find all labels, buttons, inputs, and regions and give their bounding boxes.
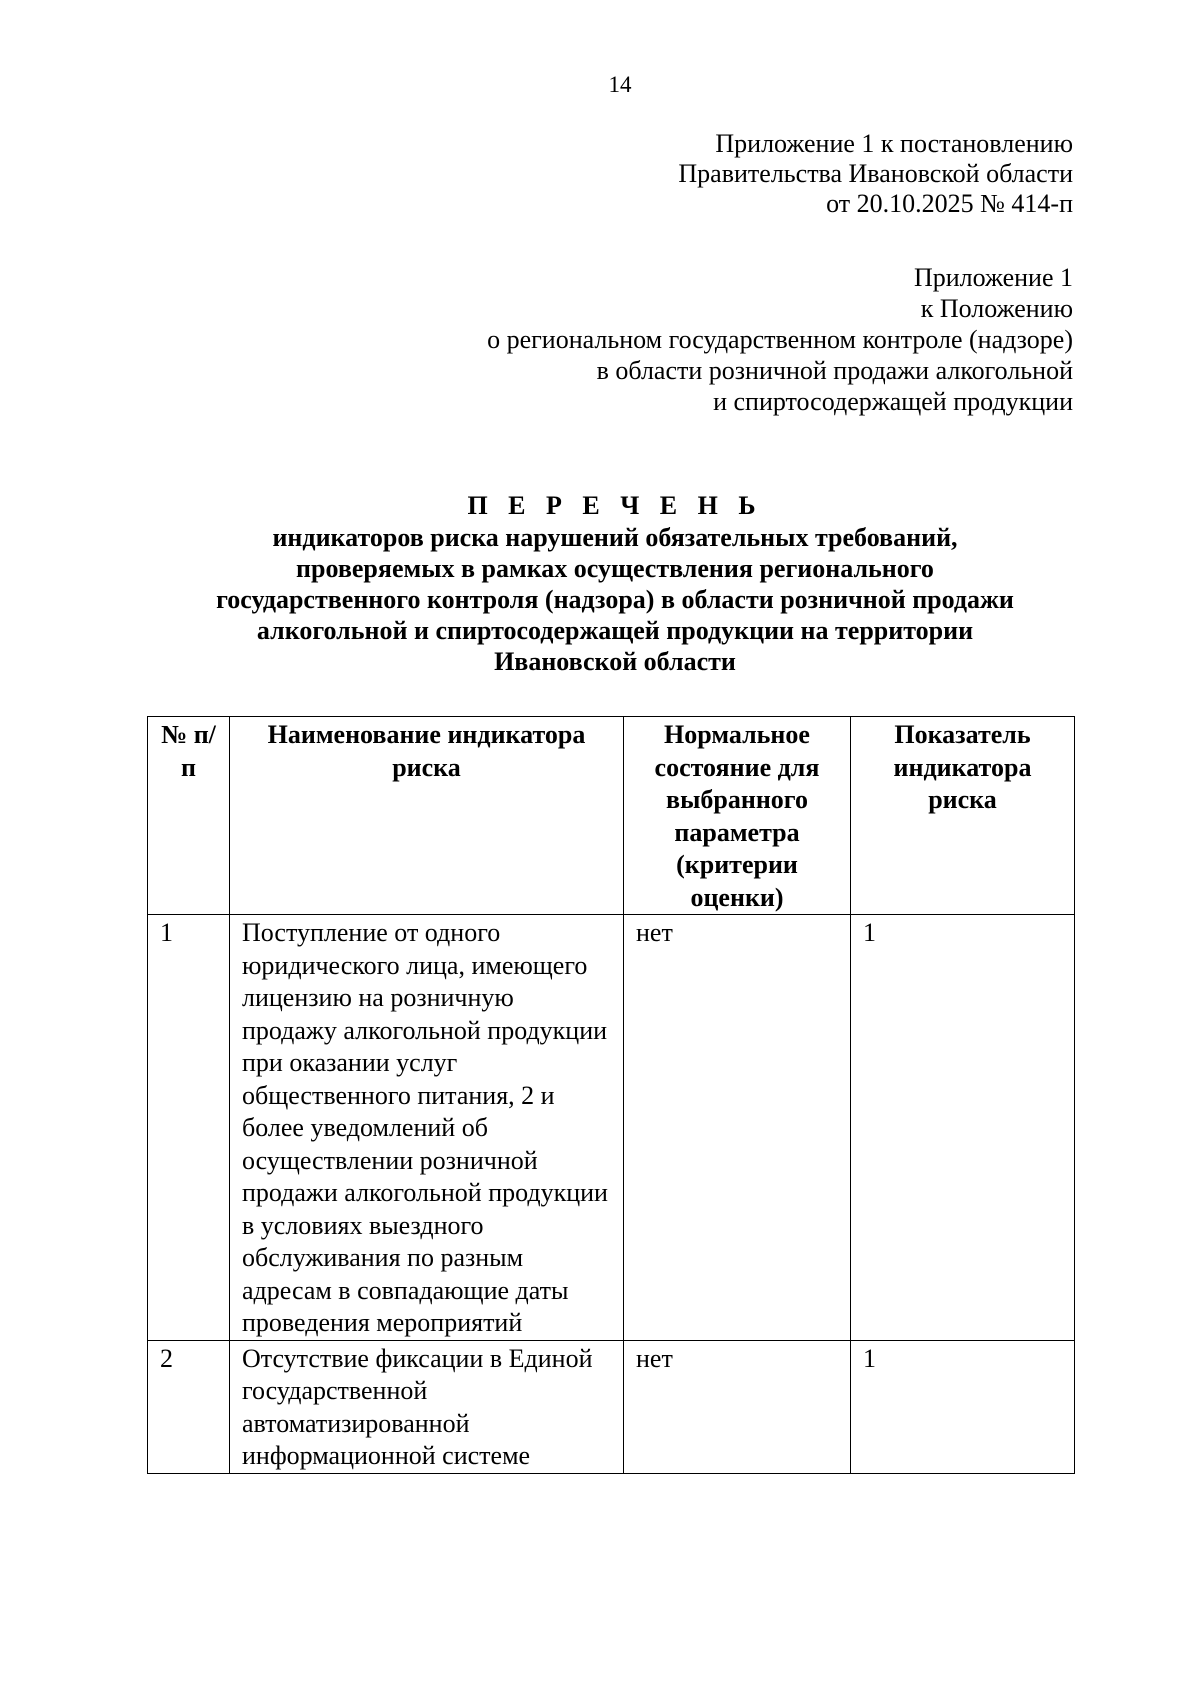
row-number: 1	[148, 915, 230, 1341]
header-indicator-name: Наименование индикатора риска	[230, 717, 624, 915]
title-subtitle-line: Ивановской области	[494, 647, 736, 676]
header-normal-state: Нормальное состояние для выбранного параметра (критерии оценки)	[624, 717, 851, 915]
title-subtitle-line: алкогольной и спиртосодержащей продукции на территории	[256, 616, 974, 645]
page-number: 14	[608, 72, 632, 97]
annex-regulation-reference	[487, 262, 1073, 417]
title-subtitle-line: индикаторов риска нарушений обязательных требований,	[272, 523, 958, 552]
annex-decree-line: Правительства Ивановской области	[678, 159, 1073, 188]
table-header-row	[148, 717, 1075, 915]
title-subtitle-line: государственного контроля (надзора) в области розничной продажи	[216, 585, 1014, 614]
row-indicator-value: 1	[851, 1340, 1075, 1473]
annex-regulation-line: Приложение 1	[913, 263, 1073, 292]
annex-regulation-line: и спиртосодержащей продукции	[713, 387, 1073, 416]
annex-regulation-line: в области розничной продажи алкогольной	[596, 356, 1073, 385]
risk-indicators-table	[147, 716, 1075, 1474]
row-normal-state: нет	[624, 1340, 851, 1473]
row-normal-state: нет	[624, 915, 851, 1341]
document-title	[150, 490, 1080, 677]
table-row	[148, 1340, 1075, 1473]
row-number: 2	[148, 1340, 230, 1473]
row-indicator-name: Отсутствие фиксации в Единой государственной автоматизированной информационной системе	[230, 1340, 624, 1473]
annex-regulation-line: к Положению	[920, 294, 1073, 323]
row-indicator-value: 1	[851, 915, 1075, 1341]
row-indicator-name: Поступление от одного юридического лица, имеющего лицензию на розничную продажу алкогольной продукции при оказании услуг общественного питания, 2 и более уведомлений об осуществлении розничной продажи алкогольной продукции в условиях выездного обслуживания по разным адресам в совпадающие даты проведения мероприятий	[230, 915, 624, 1341]
title-heading: П Е Р Е Ч Е Н Ь	[467, 491, 763, 520]
annex-decree-line: Приложение 1 к постановлению	[715, 129, 1073, 158]
table-row	[148, 915, 1075, 1341]
annex-decree-line: от 20.10.2025 № 414-п	[826, 189, 1073, 218]
title-subtitle-line: проверяемых в рамках осуществления регионального	[296, 554, 934, 583]
annex-decree-reference	[678, 129, 1073, 219]
header-number: № п/п	[148, 717, 230, 915]
annex-regulation-line: о региональном государственном контроле (надзоре)	[487, 325, 1073, 354]
header-indicator-value: Показатель индикатора риска	[851, 717, 1075, 915]
